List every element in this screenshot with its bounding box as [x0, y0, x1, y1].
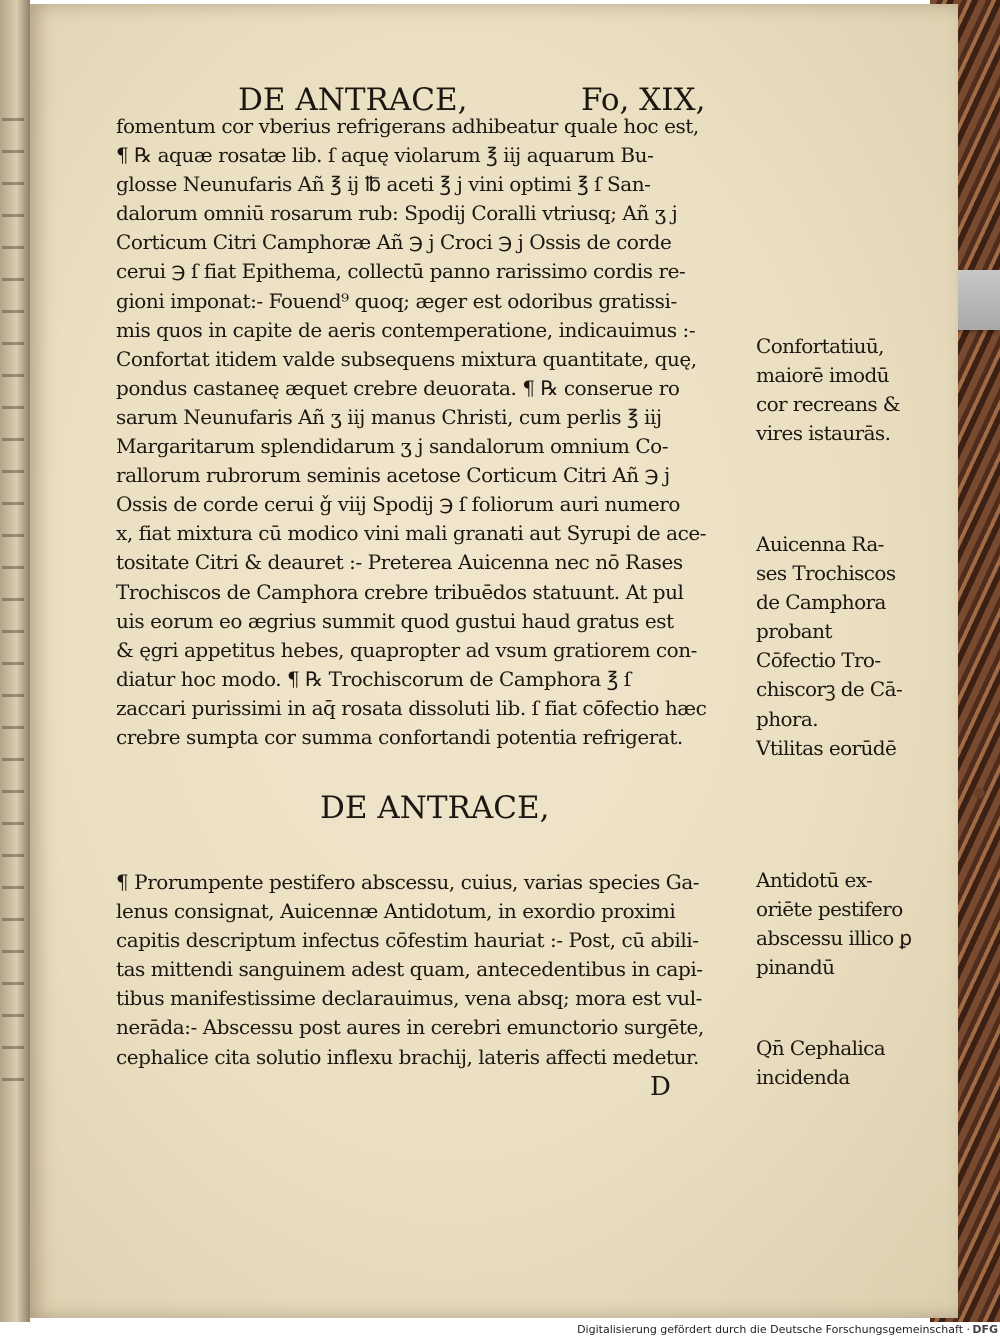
text-line: dalorum omniū rosarum rub: Spodij Coralli vtriusq; Añ ʒ j: [116, 201, 678, 226]
text-line: capitis descriptum infectus cōfestim hauriat :- Post, cū abili-: [116, 928, 699, 953]
margin-note-auicenna: [756, 530, 930, 763]
margin-note-line: abscessu illico ꝑ: [756, 926, 912, 951]
margin-note-line: cor recreans &: [756, 392, 900, 417]
margin-note-line: oriēte pestifero: [756, 897, 903, 922]
text-line: glosse Neunufaris Añ ℥ ij ℔ aceti ℥ j vini optimi ℥ ſ San-: [116, 172, 651, 197]
text-line: gioni imponat:- Fouend⁹ quoq; æger est odoribus gratissi-: [116, 288, 677, 313]
text-line: lenus consignat, Auicennæ Antidotum, in exordio proximi: [116, 899, 676, 924]
margin-note-line: ses Trochiscos: [756, 561, 896, 586]
margin-note-line: Auicenna Ra-: [756, 532, 884, 556]
text-line: x, fiat mixtura cū modico vini mali granati aut Syrupi de ace-: [116, 521, 707, 546]
margin-note-line: chiscorꝫ de Cā-: [756, 677, 903, 702]
text-line: cephalice cita solutio inflexu brachij, lateris affecti medetur.: [116, 1044, 699, 1069]
text-line: pondus castaneę æquet crebre deuorata. ¶ ℞ conserue ro: [116, 375, 680, 400]
text-line: crebre sumpta cor summa confortandi potentia refrigerat.: [116, 724, 683, 749]
left-facing-page: [0, 0, 30, 1322]
second-text-block: [116, 868, 752, 1072]
folio-number: Fo, XIX,: [581, 82, 706, 118]
text-line: & ęgri appetitus hebes, quapropter ad vsum gratiorem con-: [116, 637, 697, 662]
margin-note-confortatiuum: [756, 332, 930, 448]
text-line: nerāda:- Abscessu post aures in cerebri emunctorio surgēte,: [116, 1015, 704, 1040]
margin-note-antidotum: [756, 866, 930, 982]
text-line: tas mittendi sanguinem adest quam, antecedentibus in capi-: [116, 957, 703, 982]
text-line: Ossis de corde cerui ǧ viij Spodij ℈ ſ foliorum auri numero: [116, 492, 680, 517]
text-line: ¶ ℞ aquæ rosatæ lib. ſ aquę violarum ℥ iij aquarum Bu-: [116, 143, 654, 168]
margin-note-line: probant: [756, 619, 832, 644]
margin-note-line: phora.: [756, 706, 818, 731]
footer-credit: Digitalisierung gefördert durch die Deutsche Forschungsgemeinschaft ·: [577, 1323, 970, 1336]
margin-note-line: Vtilitas eorūdē: [756, 735, 897, 760]
text-line: sarum Neunufaris Añ ʒ iij manus Christi, cum perlis ℥ iij: [116, 404, 662, 429]
text-line: uis eorum eo ægrius summit quod gustui haud gratus est: [116, 608, 674, 633]
text-line: Margaritarum splendidarum ʒ j sandalorum omnium Co-: [116, 434, 669, 459]
text-line: rallorum rubrorum seminis acetose Corticum Citri Añ ℈ j: [116, 463, 670, 488]
dfg-logo: DFG: [972, 1323, 998, 1336]
margin-note-cephalica: [756, 1034, 930, 1092]
text-line: diatur hoc modo. ¶ ℞ Trochiscorum de Camphora ℥ ſ: [116, 666, 631, 691]
text-line: zaccari purissimi in aq̄ rosata dissoluti lib. ſ fiat cōfectio hæc: [116, 695, 707, 720]
main-text-block: [116, 112, 752, 752]
left-page-text-edge: [2, 100, 24, 1100]
text-line: Confortat itidem valde subsequens mixtura quantitate, quę,: [116, 346, 697, 371]
margin-note-line: maiorē imodū: [756, 363, 889, 388]
text-line: fomentum cor vberius refrigerans adhibeatur quale hoc est,: [116, 114, 699, 138]
signature-mark: D: [650, 1072, 671, 1102]
margin-note-line: Cōfectio Tro-: [756, 648, 881, 673]
text-line: Corticum Citri Camphoræ Añ ℈ j Croci ℈ j Ossis de corde: [116, 230, 672, 255]
margin-note-line: incidenda: [756, 1065, 850, 1090]
text-line: cerui ℈ ſ fiat Epithema, collectū panno rarissimo cordis re-: [116, 259, 686, 284]
running-header-title: DE ANTRACE,: [238, 82, 468, 118]
section-heading: DE ANTRACE,: [320, 790, 550, 826]
text-line: mis quos in capite de aeris contemperatione, indicauimus :-: [116, 317, 696, 342]
text-line: tositate Citri & deauret :- Preterea Auicenna nec nō Rases: [116, 550, 683, 575]
margin-note-line: vires istaurās.: [756, 421, 891, 446]
margin-note-line: Confortatiuū,: [756, 334, 884, 358]
text-line: tibus manifestissime declarauimus, vena absq; mora est vul-: [116, 986, 702, 1011]
text-line: Trochiscos de Camphora crebre tribuēdos statuunt. At pul: [116, 579, 684, 604]
margin-note-line: Qn̄ Cephalica: [756, 1036, 886, 1060]
margin-note-line: pinandū: [756, 955, 835, 980]
footer-bar: [0, 1322, 1000, 1340]
text-line: ¶ Prorumpente pestifero abscessu, cuius, varias species Ga-: [116, 870, 700, 894]
margin-note-line: de Camphora: [756, 590, 886, 615]
margin-note-line: Antidotū ex-: [756, 868, 873, 892]
